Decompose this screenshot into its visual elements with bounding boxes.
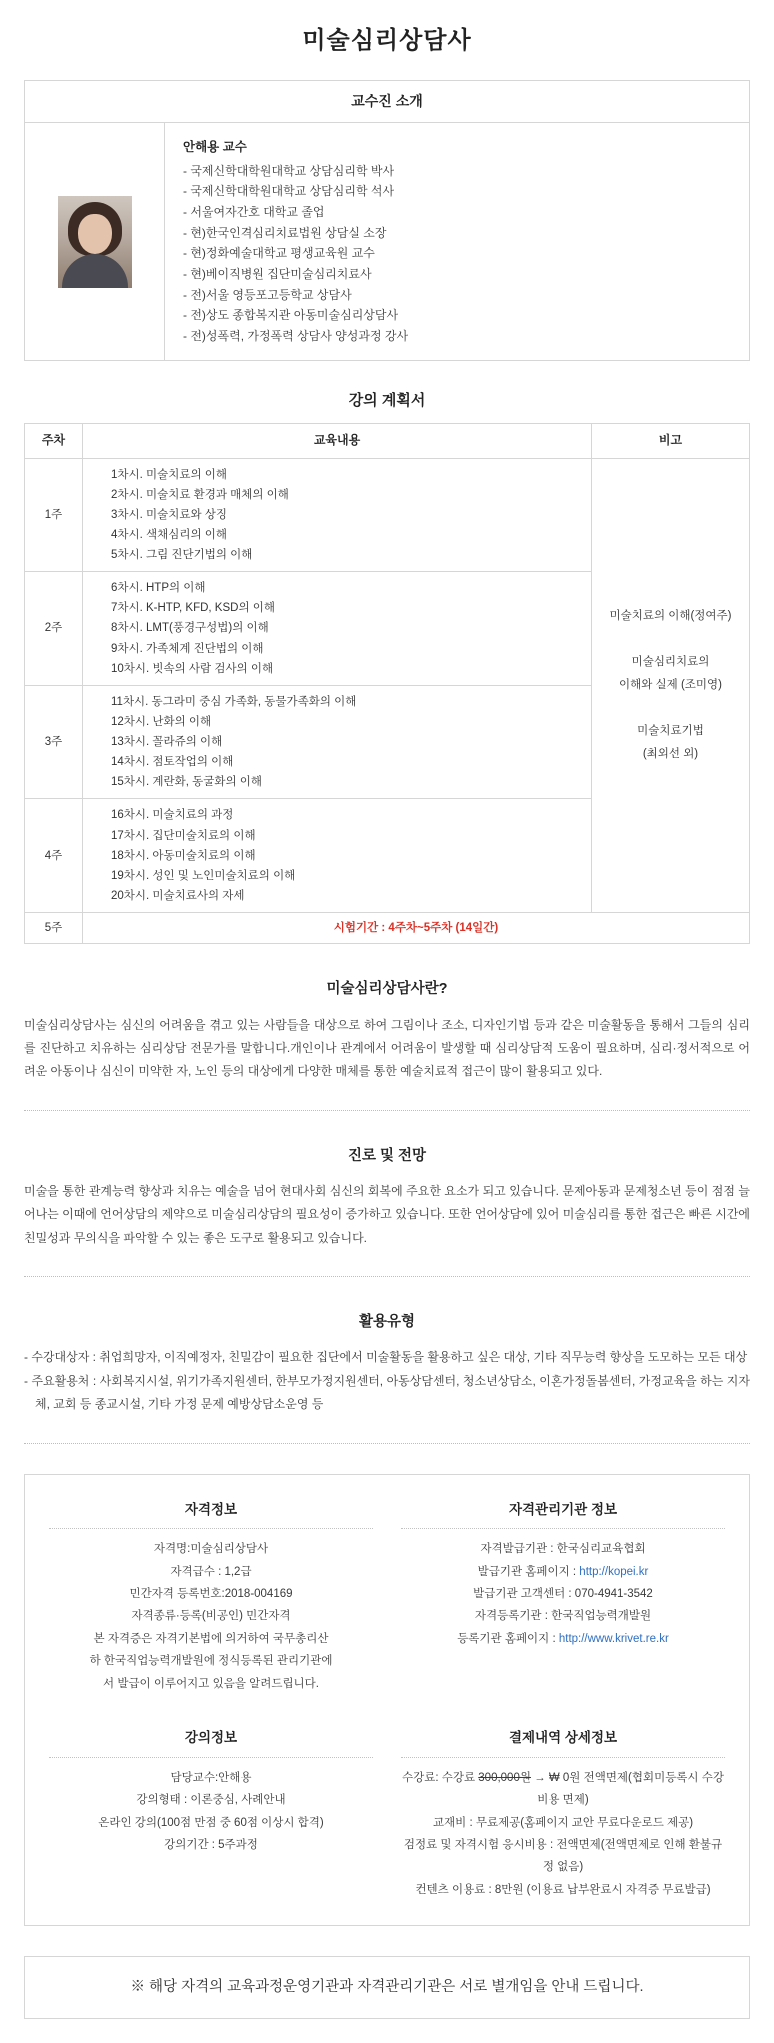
- usage-title: 활용유형: [358, 1314, 416, 1331]
- professor-credential-list: [183, 161, 733, 347]
- list-item: 15차시. 계란화, 동굴화의 이해: [111, 776, 262, 789]
- qualification-info-title: 자격정보: [184, 1501, 238, 1517]
- week-label: 5주: [25, 913, 83, 944]
- info-line: 검정료 및 자격시험 응시비용 : 전액면제(전액면제로 인해 환불규정 없음): [403, 1838, 723, 1874]
- info-line: 자격등록기관 : 한국직업능력개발원: [474, 1610, 652, 1623]
- list-item: 4차시. 색채심리의 이해: [111, 528, 227, 541]
- lecture-info-title: 강의정보: [184, 1730, 238, 1746]
- exam-period-text: 시험기간 : 4주차~5주차 (14일간): [83, 913, 750, 944]
- lesson-list: [91, 805, 583, 906]
- payment-info-block: [387, 1721, 739, 1901]
- week-label: 3주: [25, 685, 83, 799]
- list-item: 14차시. 점토작업의 이해: [111, 756, 234, 769]
- info-line: 자격종류·등록(비공인) 민간자격: [131, 1610, 291, 1623]
- week-content: [83, 685, 592, 799]
- list-item: - 주요활용처 : 사회복지시설, 위기가족지원센터, 한부모가정지원센터, 아동상담센터, 청소년상담소, 이혼가정돌봄센터, 가정교육을 하는 지자체, 교회 등 종교시설, 기타 가정 문제 예방상담소운영 등: [24, 1373, 750, 1412]
- table-header-row: [25, 424, 750, 458]
- list-item: - 현)베이직병원 집단미술심리치료사: [183, 266, 372, 281]
- about-body: 미술심리상담사는 심신의 어려움을 겪고 있는 사람들을 대상으로 하여 그림이나 조소, 디자인기법 등과 같은 미술활동을 통해서 그들의 심리를 진단하고 치유하는 심리상담 전문가를 말합니다.개인이나 관계에서 어려움이 발생할 때 심리상담적 도움이 필요하며, 심리·정서적으로 어려운 아동이나 심신이 미약한 자, 노인 등의 대상에게 다양한 매체를 통한 예술치료적 접근이 많이 활용되고 있다.: [24, 1017, 750, 1079]
- list-item: - 수강대상자 : 취업희망자, 이직예정자, 친밀감이 필요한 집단에서 미술활동을 활용하고 싶은 대상, 기타 직무능력 향상을 도모하는 모든 대상: [24, 1350, 748, 1365]
- footer-notice: ※ 해당 자격의 교육과정운영기관과 자격관리기관은 서로 별개임을 안내 드립니다.: [24, 1956, 750, 2019]
- professor-photo-cell: [25, 123, 165, 361]
- column-header-remark: 비고: [592, 424, 750, 458]
- info-line: 컨텐츠 이용료 : 8만원 (이용료 납부완료시 자격증 무료발급): [415, 1883, 711, 1896]
- krivet-link[interactable]: http://www.krivet.re.kr: [558, 1632, 669, 1645]
- career-title: 진로 및 전망: [347, 1147, 427, 1164]
- about-title: 미술심리상담사란?: [326, 981, 448, 998]
- lesson-list: [91, 465, 583, 566]
- remark-line: 미술심리치료의: [631, 655, 710, 668]
- professor-body: [25, 123, 749, 361]
- career-body: 미술을 통한 관계능력 향상과 치유는 예술을 넘어 현대사회 심신의 회복에 주요한 요소가 되고 있습니다. 문제아동과 문제청소년 등이 점점 늘어나는 이때에 언어상담의 제약으로 미술심리상담의 필요성이 증가하고 있습니다. 또한 언어상담에 있어 미술심리를 통한 접근은 빠른 시간에 친밀성과 무의식을 파악할 수 있는 좋은 도구로 활용되고 있습니다.: [24, 1184, 750, 1245]
- list-item: 18차시. 아동미술치료의 이해: [111, 849, 256, 862]
- divider: [24, 1276, 750, 1277]
- lesson-list: [91, 578, 583, 679]
- info-line: 자격급수 : 1,2급: [170, 1565, 252, 1578]
- professor-section: [24, 80, 750, 361]
- list-item: 7차시. K-HTP, KFD, KSD의 이해: [111, 602, 275, 615]
- lesson-list: [91, 692, 583, 793]
- list-item: - 현)정화예술대학교 평생교육원 교수: [183, 246, 375, 261]
- career-section: [24, 1145, 750, 1277]
- remark-line: 이해와 실제 (조미영): [619, 678, 722, 691]
- list-item: 8차시. LMT(풍경구성법)의 이해: [111, 622, 269, 635]
- list-item: - 전)성폭력, 가정폭력 상담사 양성과정 강사: [183, 328, 409, 343]
- lecture-info-block: [35, 1721, 387, 1901]
- list-item: 12차시. 난화의 이해: [111, 715, 212, 728]
- payment-info-title: 결제내역 상세정보: [508, 1730, 618, 1746]
- list-item: - 국제신학대학원대학교 상담심리학 석사: [183, 184, 395, 199]
- list-item: 9차시. 가족체계 진단법의 이해: [111, 642, 264, 655]
- column-header-content: 교육내용: [83, 424, 592, 458]
- week-label: 4주: [25, 799, 83, 913]
- week-content: [83, 458, 592, 572]
- agency-info-title: 자격관리기관 정보: [508, 1501, 618, 1517]
- divider: [401, 1757, 725, 1758]
- professor-section-header: 교수진 소개: [25, 81, 749, 122]
- syllabus-section: [24, 389, 750, 944]
- divider: [49, 1528, 373, 1529]
- list-item: 10차시. 빗속의 사람 검사의 이해: [111, 662, 274, 675]
- remark-line: 미술치료의 이해(정여주): [609, 609, 732, 622]
- table-row: [25, 458, 750, 572]
- remark-spacer: [600, 697, 741, 720]
- portrait-face-shape: [78, 214, 112, 254]
- info-line-tuition: 수강료: 수강료 300,000원 → ₩ 0원 전액면제(협회미등록시 수강비용 면제): [402, 1771, 724, 1807]
- kopei-link[interactable]: http://kopei.kr: [579, 1565, 649, 1578]
- remark-line: (최외선 외): [642, 747, 699, 760]
- original-price: 300,000원: [478, 1771, 531, 1784]
- week-content: [83, 572, 592, 686]
- portrait-body-shape: [62, 254, 128, 288]
- column-header-week: 주차: [25, 424, 83, 458]
- list-item: 5차시. 그림 진단기법의 이해: [111, 549, 253, 562]
- list-item: 13차시. 꼴라쥬의 이해: [111, 736, 223, 749]
- info-line: 담당교수:안해용: [170, 1771, 252, 1784]
- info-line: 온라인 강의(100점 만점 중 60점 이상시 합격): [98, 1816, 324, 1829]
- info-line: 하 한국직업능력개발원에 정식등록된 관리기관에: [89, 1655, 333, 1668]
- info-line: 강의기간 : 5주과정: [164, 1838, 258, 1851]
- info-section: [24, 1474, 750, 1927]
- remark-cell: [592, 458, 750, 913]
- info-line-with-link: 등록기관 홈페이지 : http://www.krivet.re.kr: [457, 1632, 669, 1645]
- list-item: - 서울여자간호 대학교 졸업: [183, 205, 325, 220]
- info-grid-bottom: [35, 1721, 739, 1901]
- professor-info: [165, 123, 749, 361]
- usage-list: [24, 1346, 750, 1416]
- list-item: - 국제신학대학원대학교 상담심리학 박사: [183, 163, 395, 178]
- agency-info-block: [387, 1493, 739, 1696]
- professor-portrait-image: [58, 196, 132, 288]
- divider: [49, 1757, 373, 1758]
- qualification-info-block: [35, 1493, 387, 1696]
- info-line: 교재비 : 무료제공(홈페이지 교안 무료다운로드 제공): [432, 1816, 694, 1829]
- info-line: 강의형태 : 이론중심, 사례안내: [136, 1794, 286, 1807]
- week-label: 2주: [25, 572, 83, 686]
- list-item: 20차시. 미술치료사의 자세: [111, 889, 245, 902]
- week-content: [83, 799, 592, 913]
- divider: [24, 1110, 750, 1111]
- usage-section: [24, 1311, 750, 1443]
- info-line: 자격명:미술심리상담사: [153, 1543, 269, 1556]
- list-item: 16차시. 미술치료의 과정: [111, 809, 234, 822]
- divider: [24, 1443, 750, 1444]
- list-item: 3차시. 미술치료와 상징: [111, 508, 227, 521]
- list-item: - 전)상도 종합복지관 아동미술심리상담사: [183, 308, 399, 323]
- list-item: 17차시. 집단미술치료의 이해: [111, 829, 256, 842]
- week-label: 1주: [25, 458, 83, 572]
- remark-spacer: [600, 628, 741, 651]
- about-section: [24, 978, 750, 1110]
- info-grid-top: [35, 1493, 739, 1696]
- info-line: 본 자격증은 자격기본법에 의거하여 국무총리산: [93, 1632, 329, 1645]
- info-line: 서 발급이 이루어지고 있음을 알려드립니다.: [103, 1677, 319, 1690]
- info-line: 민간자격 등록번호:2018-004169: [129, 1588, 293, 1600]
- list-item: 19차시. 성인 및 노인미술치료의 이해: [111, 869, 296, 882]
- info-line-with-link: 발급기관 홈페이지 : http://kopei.kr: [477, 1565, 649, 1578]
- info-line: 발급기관 고객센터 : 070-4941-3542: [473, 1588, 653, 1600]
- info-line: 자격발급기관 : 한국심리교육협회: [480, 1543, 646, 1556]
- list-item: - 현)한국인격심리치료법원 상담실 소장: [183, 225, 387, 240]
- table-row-exam: [25, 913, 750, 944]
- syllabus-title: 강의 계획서: [348, 392, 426, 410]
- professor-name: 안해용 교수: [183, 139, 247, 154]
- list-item: 6차시. HTP의 이해: [111, 582, 206, 595]
- list-item: - 전)서울 영등포고등학교 상담사: [183, 287, 352, 302]
- list-item: 11차시. 동그라미 중심 가족화, 동물가족화의 이해: [111, 695, 357, 708]
- list-item: 1차시. 미술치료의 이해: [111, 468, 227, 481]
- page-title: 미술심리상담사: [302, 27, 472, 54]
- remark-line: 미술치료기법: [637, 724, 704, 737]
- list-item: 2차시. 미술치료 환경과 매체의 이해: [111, 488, 289, 501]
- divider: [401, 1528, 725, 1529]
- syllabus-table: [24, 423, 750, 944]
